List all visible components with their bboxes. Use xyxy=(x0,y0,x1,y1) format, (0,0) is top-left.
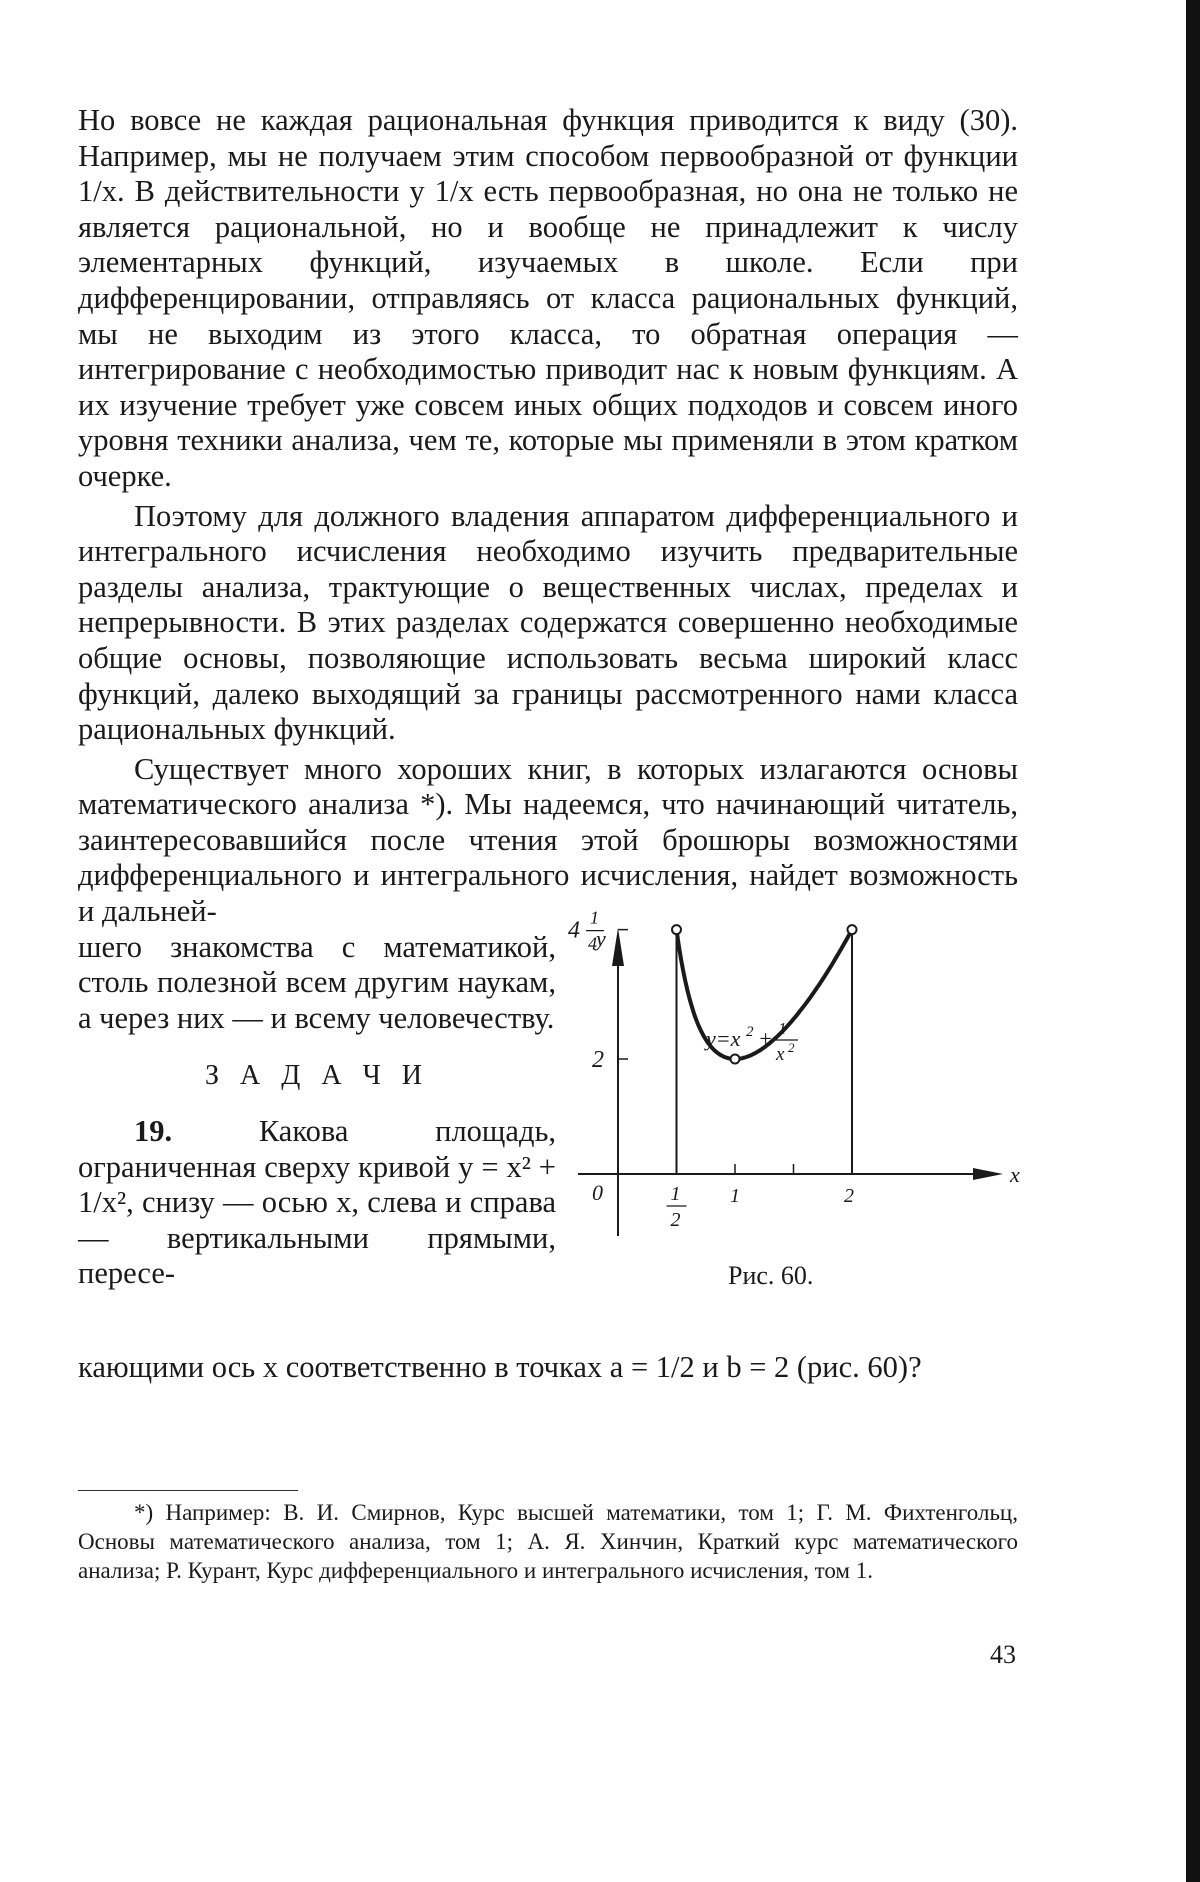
footnote-rule xyxy=(78,1490,298,1491)
paragraph-2: Поэтому для должного владения аппаратом дифференциального и интегрального исчисления необходимо изучить предварительные разделы анализа, трактующие о вещественных числах, пределах и непрерывности. В этих разделах содержатся совершенно необходимые общие основы, позволяющие использовать весьма широкий класс функций, далеко выходящий за границы рассмотренного нами класса рациональных функций. xyxy=(78,498,1018,747)
paragraph-3-continued: шего знакомства с математикой, столь полезной всем другим наукам, а через них — и всему человечеству. xyxy=(78,929,556,1035)
curve-label-frac-den: x xyxy=(776,1043,785,1065)
x-tick-half-num: 1 xyxy=(670,1182,681,1205)
x-axis-arrow xyxy=(973,1168,1003,1180)
x-axis-label: x xyxy=(1010,1161,1020,1187)
problem-19 xyxy=(78,1114,556,1292)
figure-caption: Рис. 60. xyxy=(728,1260,814,1290)
y-tick-label-4: 4 xyxy=(568,917,580,944)
page-body xyxy=(78,103,1018,1385)
y-tick-label-2: 2 xyxy=(592,1046,604,1073)
x-tick-half-den: 2 xyxy=(670,1208,681,1231)
x-tick-2-label: 2 xyxy=(844,1184,854,1207)
page-edge-bar xyxy=(1186,0,1200,1882)
curve-label-exp: 2 xyxy=(746,1023,754,1040)
problem-number: 19. xyxy=(134,1114,173,1149)
footnote: *) Например: В. И. Смирнов, Курс высшей математики, том 1; Г. М. Фихтенгольц, Основы математического анализа, том 1; А. Я. Хинчин, Краткий курс математического анализа; Р. Курант, Курс дифференциального и интегрального исчисления, том 1. xyxy=(78,1500,1018,1583)
problem-text-wrap: Какова площадь, ограниченная сверху кривой y = x² + 1/x², снизу — осью x, слева и справа — вертикальными прямыми, пересе- xyxy=(78,1114,556,1291)
y-tick-label-frac-den: 4 xyxy=(588,933,597,954)
paragraph-3: Существует много хороших книг, в которых излагаются основы математического анализа *). Мы надеемся, что начинающий читатель, заинтересовавшийся после чтения этой брошюры возможностями дифференциального и интегрального исчисления, найдет возможность и дальней- xyxy=(78,751,1018,929)
curve-point-2 xyxy=(848,925,857,934)
curve-point-1 xyxy=(731,1054,740,1063)
curve-label-frac-num: 1 xyxy=(778,1018,787,1038)
figure-60 xyxy=(568,907,1038,1346)
y-axis-arrow xyxy=(612,928,624,966)
curve-label-plus: + xyxy=(758,1025,773,1051)
curve-point-0 xyxy=(672,925,681,934)
paragraph-1: Но вовсе не каждая рациональная функция приводится к виду (30). Например, мы не получаем этим способом первообразной от функции 1/x. В действительности у 1/x есть первообразная, но она не только не является рациональной, но и вообще не принадлежит к числу элементарных функций, изучаемых в школе. Если при дифференцировании, отправляясь от класса рациональных функций, мы не выходим из этого класса, то обратная операция — интегрирование с необходимостью приводит нас к новым функциям. А их изучение требует уже совсем иных общих подходов и совсем иного уровня техники анализа, чем те, которые мы применяли в этом кратком очерке. xyxy=(78,103,1018,493)
x-tick-1-label: 1 xyxy=(730,1184,740,1207)
figure-plot xyxy=(568,907,1038,1256)
curve-label-frac-den-exp: 2 xyxy=(788,1039,795,1055)
figure-wrap-block xyxy=(78,907,1020,1350)
y-tick-label-frac-num: 1 xyxy=(590,907,599,928)
origin-label: 0 xyxy=(592,1179,603,1205)
problems-heading: З А Д А Ч И xyxy=(205,1060,429,1092)
y-axis-label: y xyxy=(596,925,606,951)
problem-text-continued: кающими ось x соответственно в точках a = 1/2 и b = 2 (рис. 60)? xyxy=(78,1349,922,1384)
curve-label-lhs: y=x xyxy=(706,1025,741,1051)
wrap-text-column xyxy=(78,930,556,1292)
page-number: 43 xyxy=(990,1640,1016,1669)
